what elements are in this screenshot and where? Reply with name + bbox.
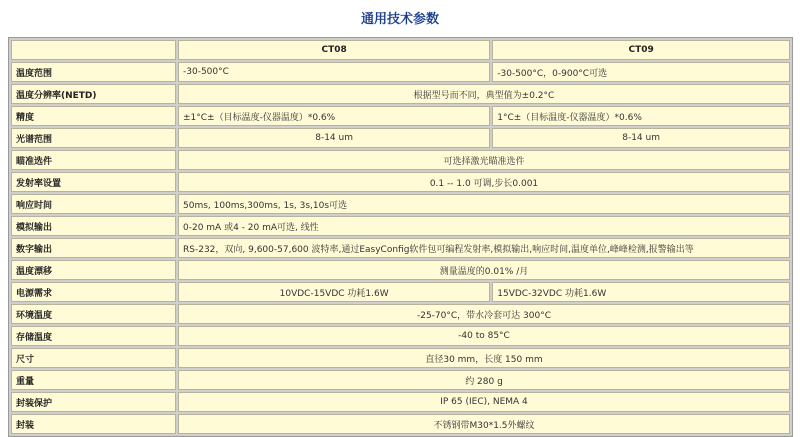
- row-label: 精度: [11, 106, 176, 126]
- table-row: [11, 392, 790, 412]
- table-row: [11, 150, 790, 170]
- ct08-value: 8-14 um: [178, 128, 490, 148]
- row-label: 尺寸: [11, 348, 176, 368]
- header-empty-cell: [11, 40, 176, 60]
- table-row: [11, 84, 790, 104]
- table-row: [11, 282, 790, 302]
- table-row: [11, 172, 790, 192]
- row-label: 温度分辨率(NETD): [11, 84, 176, 104]
- spec-table: [8, 37, 793, 437]
- ct08-value: ±1°C±（目标温度-仪器温度）*0.6%: [178, 106, 490, 126]
- row-label: 封装: [11, 414, 176, 434]
- column-header-ct09: CT09: [492, 40, 790, 60]
- table-row: [11, 238, 790, 258]
- row-label: 环境温度: [11, 304, 176, 324]
- row-label: 封装保护: [11, 392, 176, 412]
- ct09-value: 1°C±（目标温度-仪器温度）*0.6%: [492, 106, 790, 126]
- table-row: [11, 106, 790, 126]
- table-row: [11, 260, 790, 280]
- table-row: [11, 62, 790, 82]
- row-label: 发射率设置: [11, 172, 176, 192]
- row-label: 电源需求: [11, 282, 176, 302]
- row-label: 数字输出: [11, 238, 176, 258]
- shared-value: IP 65 (IEC), NEMA 4: [178, 392, 790, 412]
- table-row: [11, 128, 790, 148]
- ct09-value: -30-500°C，0-900°C可选: [492, 62, 790, 82]
- shared-value: -40 to 85°C: [178, 326, 790, 346]
- shared-value: 根据型号而不同，典型值为±0.2°C: [178, 84, 790, 104]
- row-label: 光谱范围: [11, 128, 176, 148]
- table-header-row: [11, 40, 790, 60]
- row-label: 模拟输出: [11, 216, 176, 236]
- row-label: 重量: [11, 370, 176, 390]
- shared-value: 约 280 g: [178, 370, 790, 390]
- row-label: 响应时间: [11, 194, 176, 214]
- table-row: [11, 194, 790, 214]
- table-row: [11, 216, 790, 236]
- table-row: [11, 370, 790, 390]
- ct08-value: -30-500°C: [178, 62, 490, 82]
- ct09-value: 8-14 um: [492, 128, 790, 148]
- shared-value: 不锈钢带M30*1.5外螺纹: [178, 414, 790, 434]
- table-row: [11, 326, 790, 346]
- row-label: 温度漂移: [11, 260, 176, 280]
- shared-value: RS-232，双向, 9,600-57,600 波特率,通过EasyConfig软件包可编程发射率,模拟输出,响应时间,温度单位,峰峰检测,报警输出等: [178, 238, 790, 258]
- shared-value: 50ms, 100ms,300ms, 1s, 3s,10s可选: [178, 194, 790, 214]
- shared-value: 直径30 mm，长度 150 mm: [178, 348, 790, 368]
- column-header-ct08: CT08: [178, 40, 490, 60]
- page-title: 通用技术参数: [360, 12, 439, 27]
- shared-value: 0-20 mA 或4 - 20 mA可选, 线性: [178, 216, 790, 236]
- shared-value: 测量温度的0.01% /月: [178, 260, 790, 280]
- ct09-value: 15VDC-32VDC 功耗1.6W: [492, 282, 790, 302]
- table-row: [11, 348, 790, 368]
- row-label: 存储温度: [11, 326, 176, 346]
- ct08-value: 10VDC-15VDC 功耗1.6W: [178, 282, 490, 302]
- row-label: 温度范围: [11, 62, 176, 82]
- shared-value: -25-70°C，带水冷套可达 300°C: [178, 304, 790, 324]
- shared-value: 可选择激光瞄准选件: [178, 150, 790, 170]
- shared-value: 0.1 -- 1.0 可调,步长0.001: [178, 172, 790, 192]
- table-row: [11, 414, 790, 434]
- table-row: [11, 304, 790, 324]
- row-label: 瞄准选件: [11, 150, 176, 170]
